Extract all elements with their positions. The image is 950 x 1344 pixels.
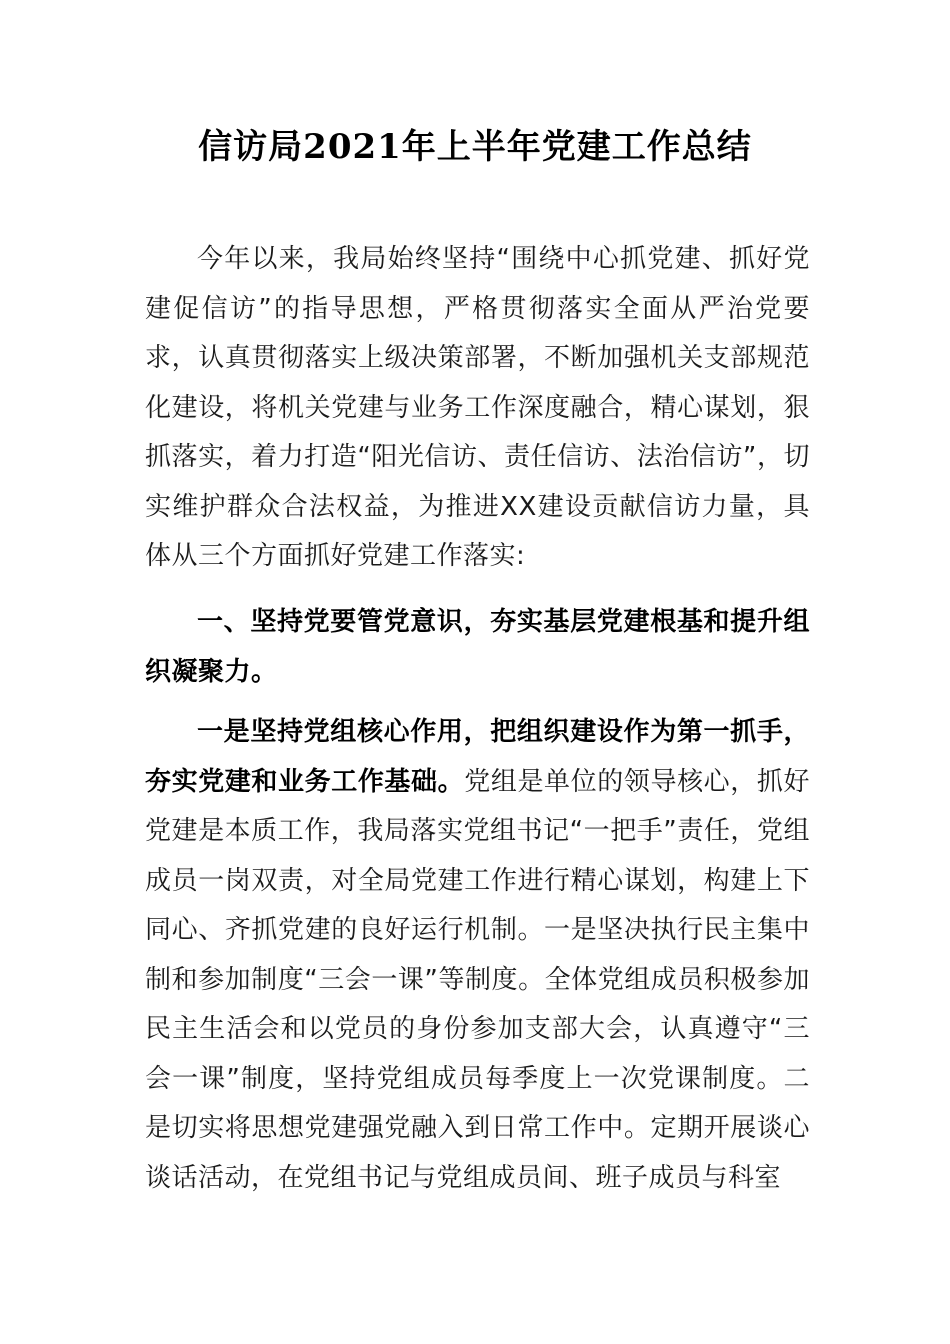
section-heading-block [145, 598, 810, 697]
body-paragraph [145, 708, 810, 1203]
section-heading: 一、坚持党要管党意识，夯实基层党建根基和提升组织凝聚力。 [145, 607, 810, 687]
paragraph-body: 党组是单位的领导核心，抓好党建是本质工作，我局落实党组书记“一把手”责任，党组成员一岗双责，对全局党建工作进行精心谋划，构建上下同心、齐抓党建的良好运行机制。一是坚决执行民主集中制和参加制度“三会一课”等制度。全体党组成员积极参加民主生活会和以党员的身份参加支部大会，认真遵守“三会一课”制度，坚持党组成员每季度上一次党课制度。二是切实将思想党建强党融入到日常工作中。定期开展谈心谈话活动，在党组书记与党组成员间、班子成员与科室 [145, 766, 810, 1193]
intro-paragraph-block [145, 235, 810, 582]
document-title: 信访局2021年上半年党建工作总结 [198, 127, 752, 167]
body-paragraph-block [145, 708, 810, 1203]
intro-paragraph: 今年以来，我局始终坚持“围绕中心抓党建、抓好党建促信访”的指导思想，严格贯彻落实全面从严治党要求，认真贯彻落实上级决策部署，不断加强机关支部规范化建设，将机关党建与业务工作深度融合，精心谋划，狠抓落实，着力打造“阳光信访、责任信访、法治信访”，切实维护群众合法权益，为推进XX建设贡献信访力量，具体从三个方面抓好党建工作落实: [145, 244, 810, 571]
paragraph-lead: 一是坚持党组核心作用，把组织建设作为第一抓手，夯实党建和业务工作基础。 [145, 717, 810, 797]
